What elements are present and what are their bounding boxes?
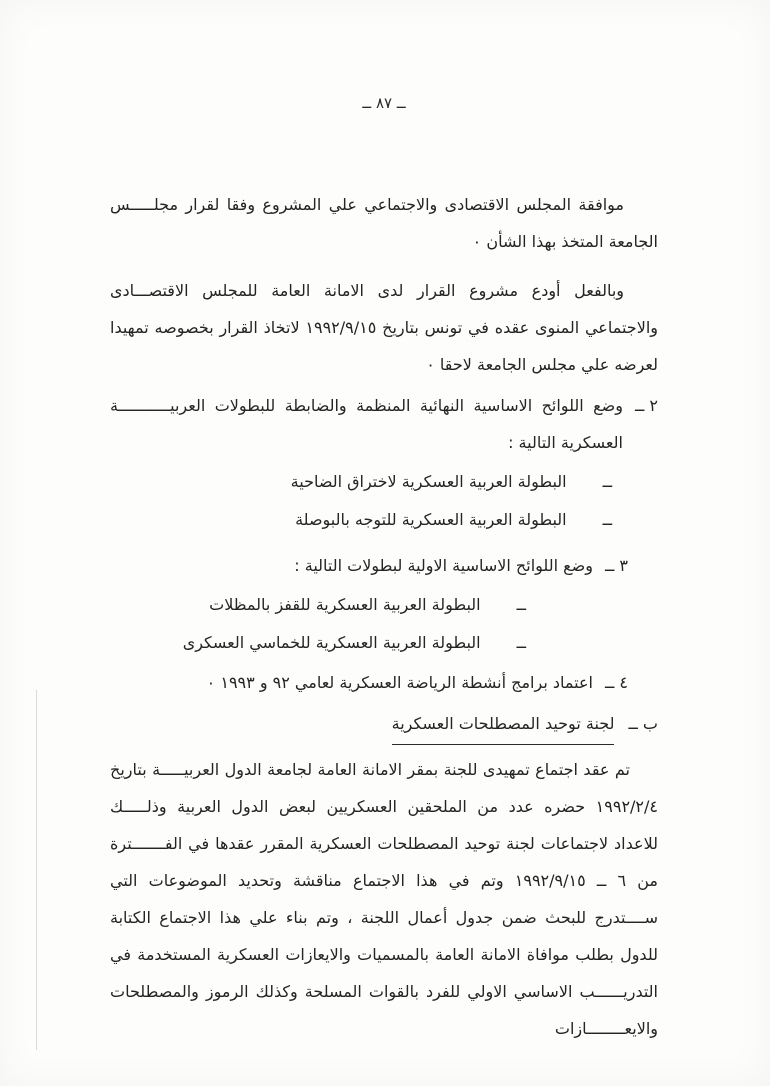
subitem-text: البطولة العربية العسكرية للخماسي العسكرى (182, 633, 481, 652)
list-item (110, 463, 612, 501)
ordered-item-4 (110, 664, 628, 701)
dash-bullet: ــ (602, 472, 612, 491)
subitem-text: البطولة العربية العسكرية للقفز بالمظلات (209, 595, 481, 614)
item-4-text: اعتماد برامج أنشطة الرياضة العسكرية لعامي ٩٢ و ١٩٩٣ ٠ (206, 673, 593, 692)
list-item (110, 624, 526, 662)
item-2-number: ٢ ــ (634, 396, 658, 415)
paragraph-meeting: تم عقد اجتماع تمهيدى للجنة بمقر الامانة العامة لجامعة الدول العربيـــــة بتاريخ ١٩٩٢/٢/٤ حضره عدد من الملحقين العسكريين لبعض الدول العربية وذلـــــك للاعداد لاجتماعات لجنة توحيد المصطلحات العسكرية المقرر عقدها في الفـــــــترة من ٦ ــ ١٩٩٢/٩/١٥ وتم في هذا الاجتماع مناقشة وتحديد الموضوعات التي ســــتدرج للبحث ضمن جدول أعمال اللجنة ، وتم بناء علي هذا الاجتماع الكتابة للدول بطلب موافاة الامانة العامة بالمسميات والايعازات العسكرية المستخدمة في التدريــــــب الاساسي الاولي للفرد بالقوات المسلحة وكذلك الرموز والمصطلحات والايعــــــــازات (110, 760, 659, 1038)
subitem-text: البطولة العربية العسكرية لاختراق الضاحية (290, 472, 567, 491)
paragraph-approval: موافقة المجلس الاقتصادى والاجتماعي علي المشروع وفقا لقرار مجلـــــس الجامعة المتخذ بهذا الشأن ٠ (110, 195, 658, 251)
section-b-marker: ب ــ (628, 714, 658, 733)
item-4-number: ٤ ــ (604, 673, 628, 692)
item-3-text: وضع اللوائح الاساسية الاولية لبطولات التالية : (294, 556, 593, 575)
page-number: ــ ٨٧ ــ (362, 94, 406, 112)
item-3-subitems (110, 586, 526, 662)
ordered-item-2 (110, 387, 658, 461)
dash-bullet: ــ (516, 595, 526, 614)
paragraph-deposit: وبالفعل أودع مشروع القرار لدى الامانة العامة للمجلس الاقتصـــادى والاجتماعي المنوى عقده في تونس بتاريخ ١٩٩٢/٩/١٥ لاتخاذ القرار بخصوصه تمهيدا لعرضه علي مجلس الجامعة لاحقا ٠ (110, 281, 658, 374)
section-b-heading-row (110, 709, 658, 745)
ordered-item-3 (110, 547, 628, 584)
subitem-text: البطولة العربية العسكرية للتوجه بالبوصلة (295, 510, 567, 529)
scan-artifact-line (36, 690, 37, 1050)
dash-bullet: ــ (516, 633, 526, 652)
item-3-number: ٣ ــ (604, 556, 628, 575)
item-2-subitems (110, 463, 612, 539)
item-2-text: وضع اللوائح الاساسية النهائية المنظمة والضابطة للبطولات العربيـــــــــــة العسكرية التالية : (110, 396, 623, 452)
dash-bullet: ــ (602, 510, 612, 529)
list-item (110, 501, 612, 539)
list-item (110, 586, 526, 624)
section-b-heading: لجنة توحيد المصطلحات العسكرية (392, 709, 615, 745)
